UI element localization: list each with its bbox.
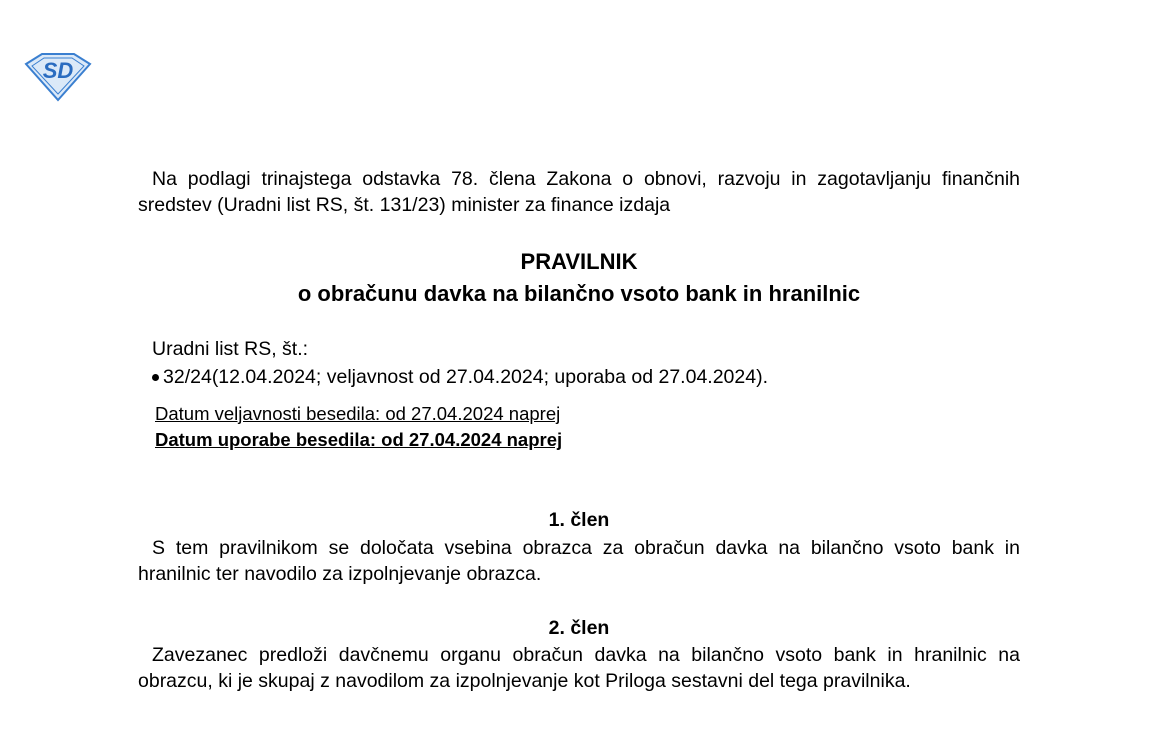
article-2-text: Zavezanec predloži davčnemu organu obračun davka na bilančno vsoto bank in hranilnic na obrazcu, ki je skupaj z navodilom za izpolnjevanje kot Priloga sestavni del tega pravilnika.: [138, 644, 1020, 692]
gazette-entry-details: (12.04.2024; veljavnost od 27.04.2024; uporaba od 27.04.2024).: [211, 366, 769, 388]
article-2-heading: 2. člen: [548, 617, 610, 639]
title-line-2: o obračunu davka na bilančno vsoto bank in hranilnic: [297, 281, 861, 306]
document-title: [138, 246, 1020, 310]
gazette-label: Uradni list RS, št.:: [152, 338, 309, 360]
gazette-entry: [152, 363, 1012, 391]
application-date: Datum uporabe besedila: od 27.04.2024 naprej: [155, 429, 563, 450]
sd-logo-icon: [22, 50, 94, 102]
gazette-reference: [152, 335, 1012, 391]
bullet-icon: [152, 374, 159, 381]
article-1-heading: 1. člen: [548, 509, 610, 531]
article-1-text: S tem pravilnikom se določata vsebina obrazca za obračun davka na bilančno vsoto bank in hranilnic ter navodilo za izpolnjevanje obrazca.: [138, 537, 1020, 585]
title-line-1: PRAVILNIK: [520, 249, 638, 274]
svg-text:SD: SD: [42, 58, 74, 83]
intro-paragraph: Na podlagi trinajstega odstavka 78. člena Zakona o obnovi, razvoju in zagotavljanju finančnih sredstev (Uradni list RS, št. 131/23) minister za finance izdaja: [138, 168, 1020, 216]
validity-dates: [155, 401, 1015, 453]
gazette-entry-number[interactable]: 32/24: [163, 366, 212, 388]
validity-date: Datum veljavnosti besedila: od 27.04.2024 naprej: [155, 403, 561, 424]
